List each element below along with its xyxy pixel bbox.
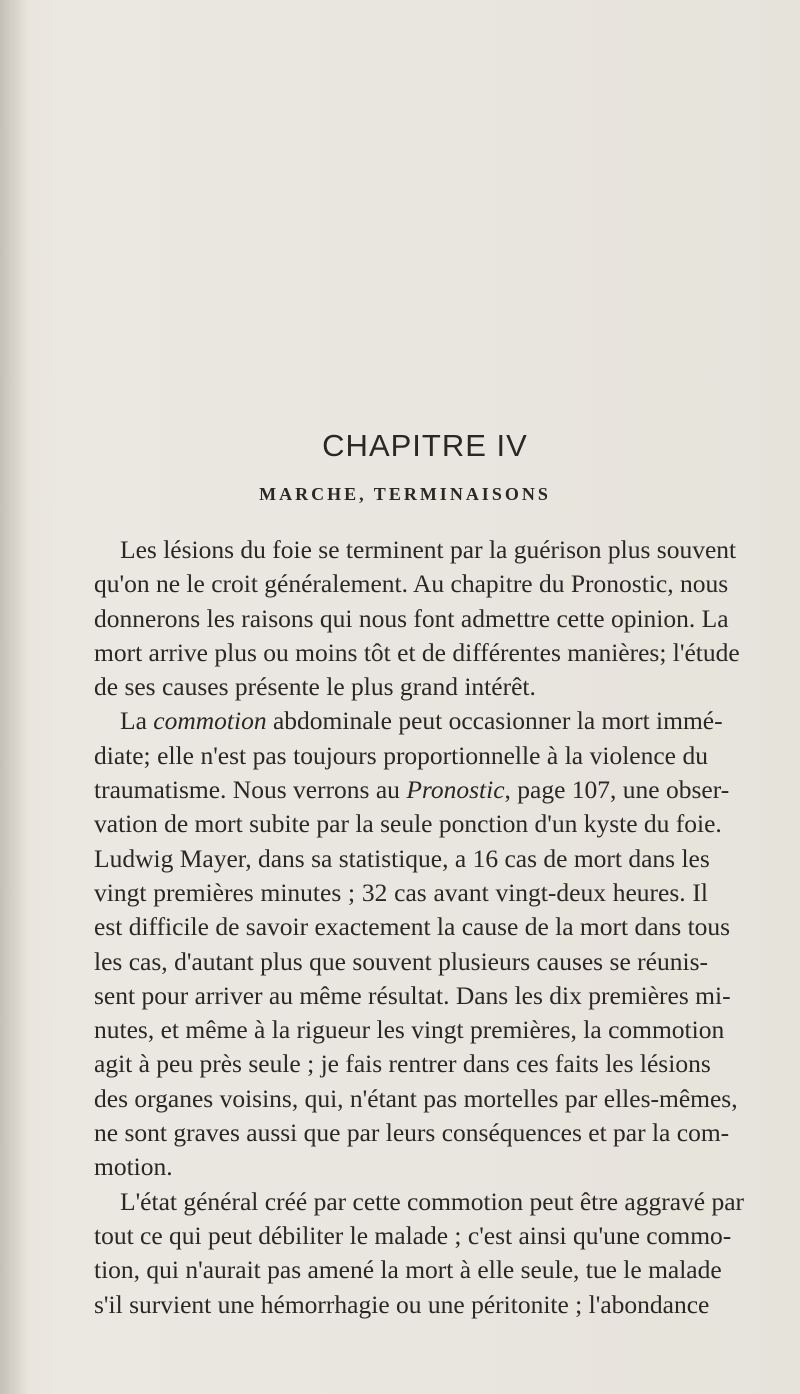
text-line: Ludwig Mayer, dans sa statistique, a 16 cas de mort dans les <box>94 843 710 873</box>
chapter-subtitle: MARCHE, TERMINAISONS <box>259 484 551 504</box>
text-line: tion, qui n'aurait pas amené la mort à elle seule, tue le malade <box>94 1255 722 1285</box>
text-line: s'il survient une hémorrhagie ou une péritonite ; l'abondance <box>94 1289 710 1319</box>
chapter-title: CHAPITRE IV <box>322 428 528 463</box>
text-line: qu'on ne le croit généralement. Au chapitre du Pronostic, nous <box>94 569 729 599</box>
text-line: Les lésions du foie se terminent par la guérison plus souvent <box>120 535 737 564</box>
text-line: sent pour arriver au même résultat. Dans les dix premières mi- <box>94 980 731 1010</box>
text-line: les cas, d'autant plus que souvent plusieurs causes se réunis- <box>94 946 708 976</box>
italic-word: commotion <box>153 706 267 736</box>
text-line: L'état général créé par cette commotion peut être aggravé par <box>120 1186 745 1216</box>
text-line-italic-pronostic: traumatisme. Nous verrons au Pronostic, page 107, une obser- <box>94 775 730 805</box>
text-line-italic-commotion: La commotion abdominale peut occasionner la mort immé- <box>120 706 723 736</box>
text-line: diate; elle n'est pas toujours proportionnelle à la violence du <box>94 740 708 770</box>
text-line: mort arrive plus ou moins tôt et de différentes manières; l'étude <box>94 637 740 667</box>
text-line: vingt premières minutes ; 32 cas avant vingt-deux heures. Il <box>94 877 708 907</box>
text-line: est difficile de savoir exactement la cause de la mort dans tous <box>94 912 731 942</box>
body-text <box>94 533 745 1322</box>
text-line: vation de mort subite par la seule ponction d'un kyste du foie. <box>94 809 722 839</box>
text-line: des organes voisins, qui, n'étant pas mortelles par elles-mêmes, <box>94 1083 738 1113</box>
text-line: ne sont graves aussi que par leurs conséquences et par la com- <box>94 1118 730 1148</box>
text-line: tout ce qui peut débiliter le malade ; c'est ainsi qu'une commo- <box>94 1220 732 1250</box>
italic-word: Pronostic <box>406 775 505 805</box>
text-line: de ses causes présente le plus grand intérêt. <box>94 672 536 702</box>
text-line: agit à peu près seule ; je fais rentrer dans ces faits les lésions <box>94 1049 711 1079</box>
spine-shadow <box>0 0 28 1394</box>
text-line: motion. <box>94 1152 173 1182</box>
text-line: nutes, et même à la rigueur les vingt premières, la commotion <box>94 1015 725 1045</box>
text-line: donnerons les raisons qui nous font admettre cette opinion. La <box>94 603 729 633</box>
